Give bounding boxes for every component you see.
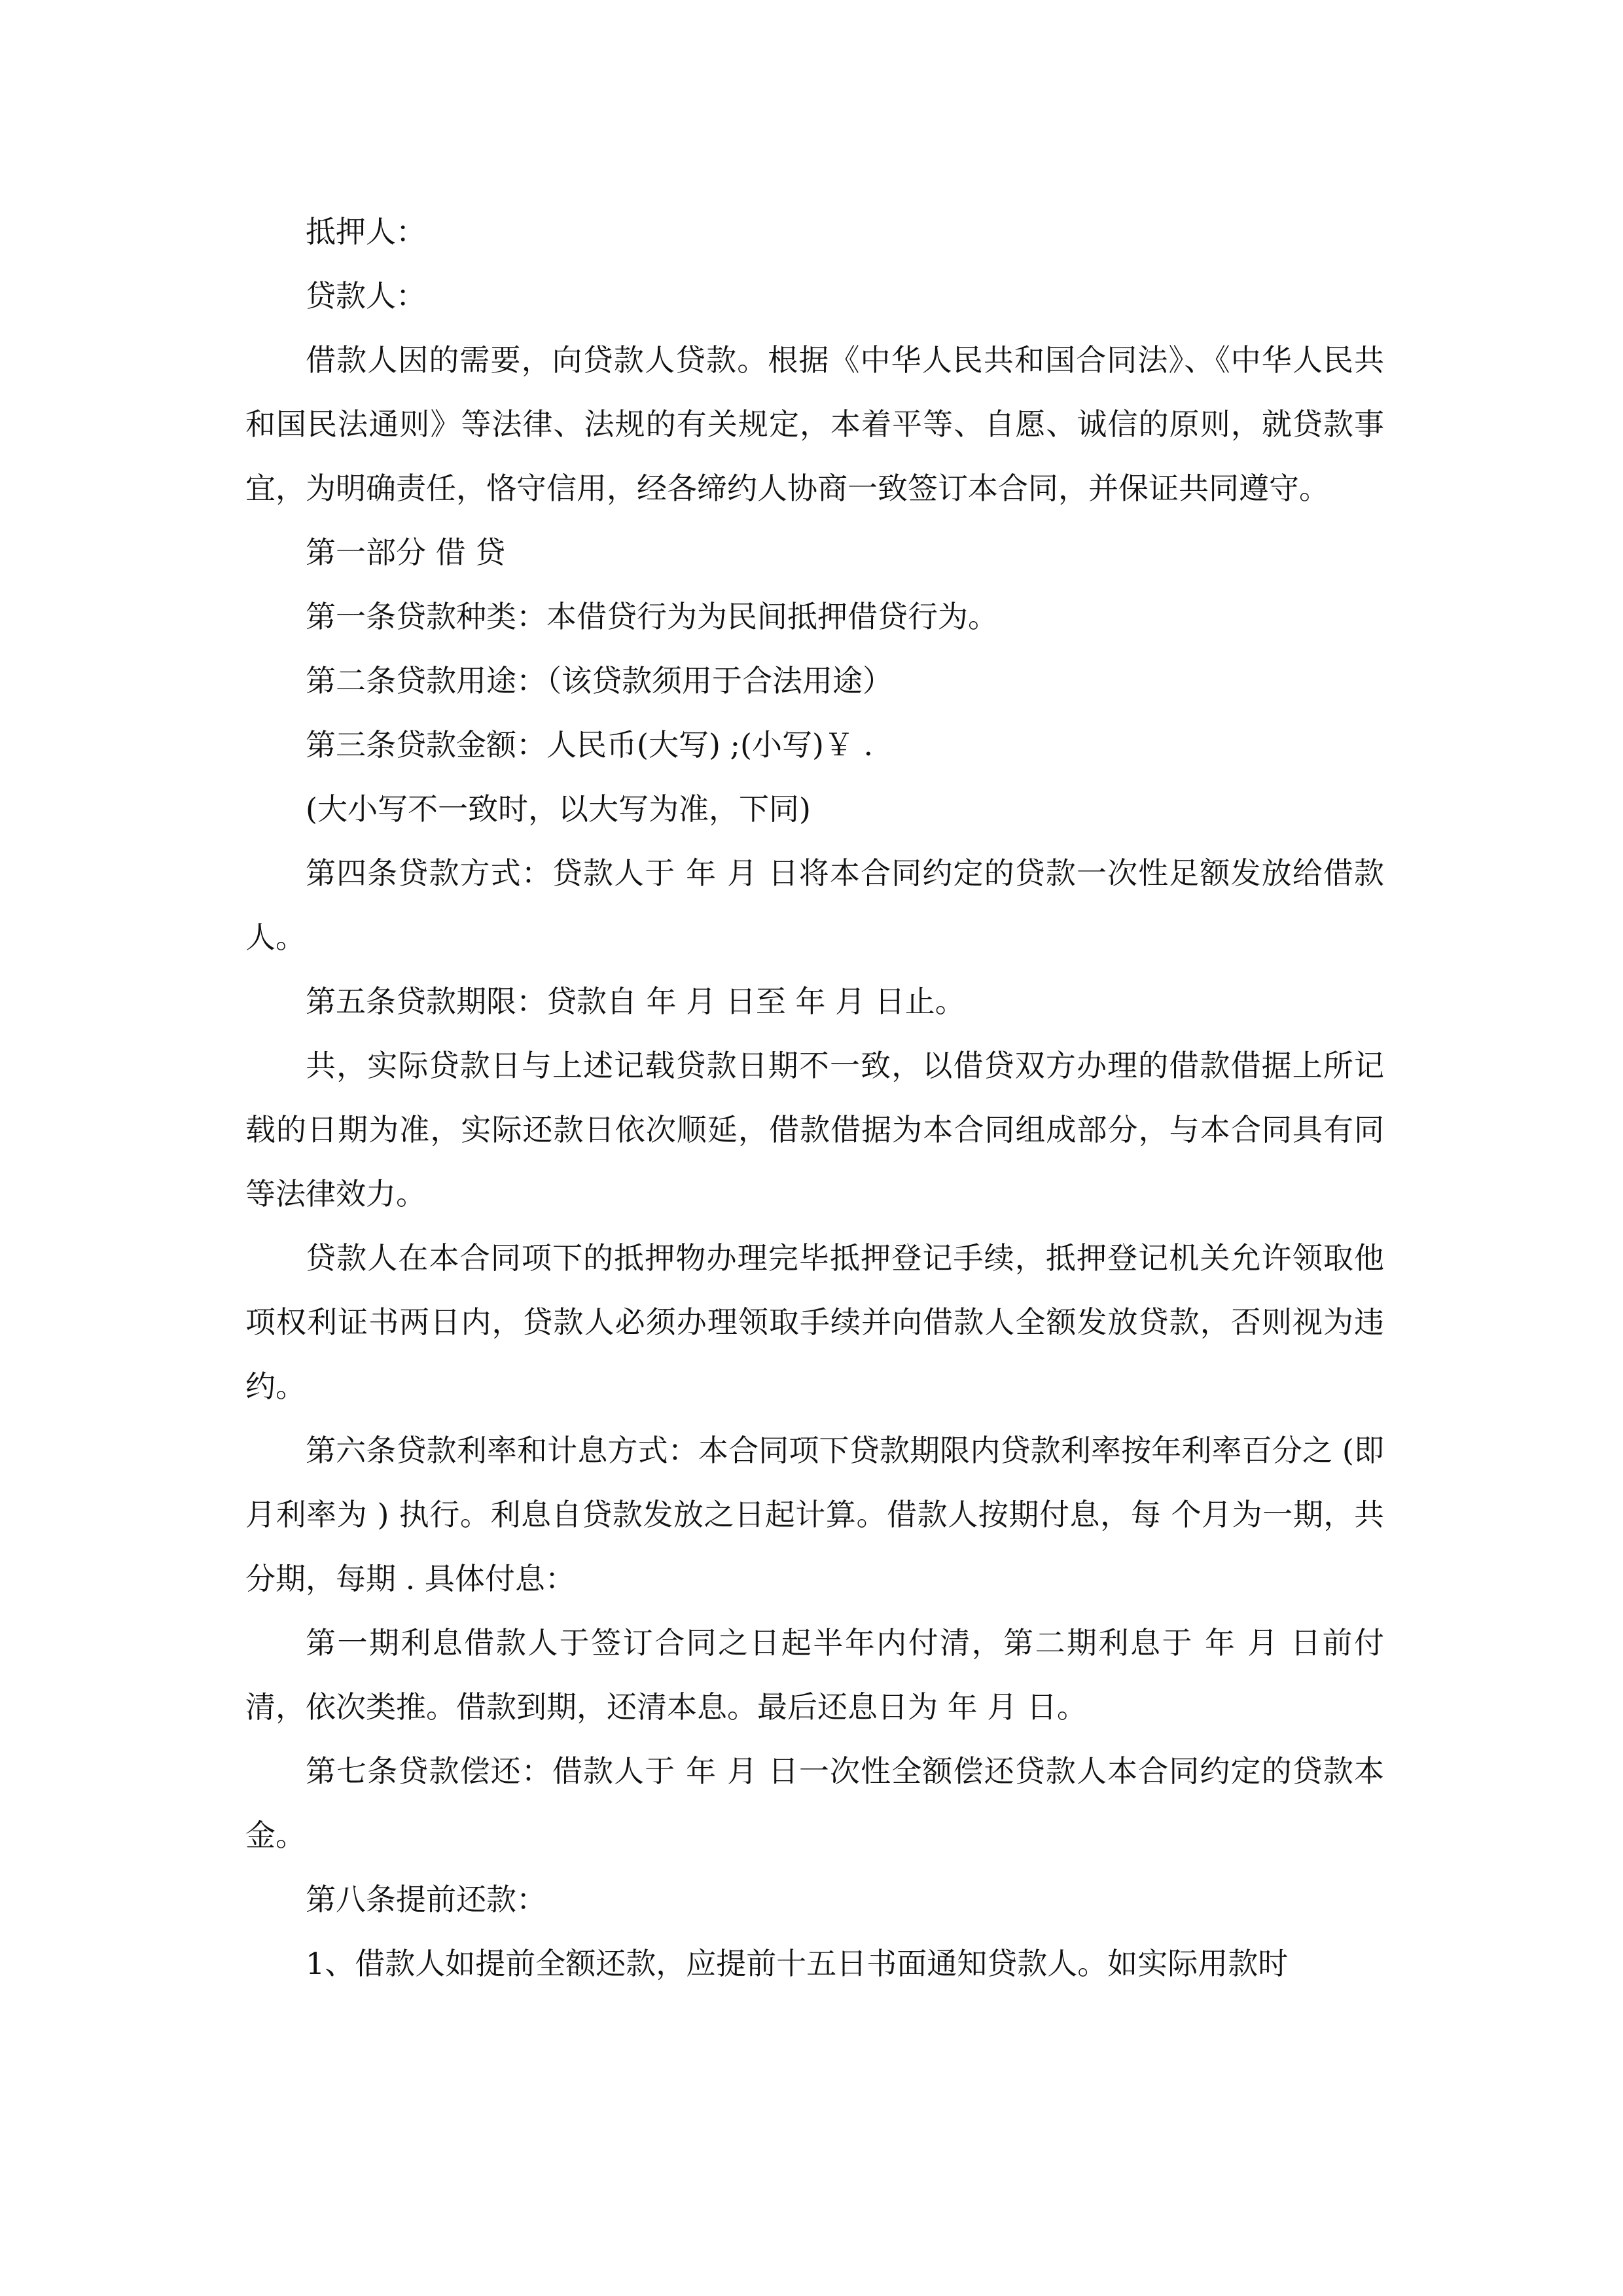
article-8-item-1: 1、借款人如提前全额还款，应提前十五日书面通知贷款人。如实际用款时	[306, 1946, 1289, 1981]
article-8: 第八条提前还款：	[306, 1882, 546, 1917]
paragraph-lender: 贷款人：	[306, 278, 426, 314]
article-4: 第四条贷款方式：贷款人于 年 月 日将本合同约定的贷款一次性足额发放给借款人。	[245, 855, 1384, 955]
article-5: 第五条贷款期限：贷款自 年 月 日至 年 月 日止。	[306, 984, 965, 1019]
section-heading: 第一部分 借 贷	[306, 535, 506, 570]
document-body	[245, 200, 1384, 1996]
mortgage-registration-paragraph: 贷款人在本合同项下的抵押物办理完毕抵押登记手续，抵押登记机关允许领取他项权利证书两日内，贷款人必须办理领取手续并向借款人全额发放贷款，否则视为违约。	[245, 1240, 1384, 1404]
article-5-note: 共，实际贷款日与上述记载贷款日期不一致，以借贷双方办理的借款借据上所记载的日期为准，实际还款日依次顺延，借款借据为本合同组成部分，与本合同具有同等法律效力。	[245, 1048, 1384, 1211]
article-7: 第七条贷款偿还：借款人于 年 月 日一次性全额偿还贷款人本合同约定的贷款本金。	[245, 1753, 1384, 1853]
article-3: 第三条贷款金额：人民币(大写) ;(小写)￥ .	[306, 727, 874, 762]
article-2: 第二条贷款用途：（该贷款须用于合法用途）	[306, 663, 893, 698]
article-3-note: (大小写不一致时，以大写为准，下同)	[306, 791, 811, 827]
article-1: 第一条贷款种类：本借贷行为为民间抵押借贷行为。	[306, 599, 998, 634]
article-6: 第六条贷款利率和计息方式：本合同项下贷款期限内贷款利率按年利率百分之 (即月利率为 ) 执行。利息自贷款发放之日起计算。借款人按期付息，每 个月为一期，共分期，每期 . 具体付息：	[245, 1433, 1384, 1596]
paragraph-mortgagor: 抵押人：	[306, 214, 426, 249]
interest-schedule-paragraph: 第一期利息借款人于签订合同之日起半年内付清，第二期利息于 年 月 日前付清，依次类推。借款到期，还清本息。最后还息日为 年 月 日。	[245, 1625, 1384, 1725]
paragraph-preamble: 借款人因的需要，向贷款人贷款。根据《中华人民共和国合同法》、《中华人民共和国民法通则》等法律、法规的有关规定，本着平等、自愿、诚信的原则，就贷款事宜，为明确责任，恪守信用，经各缔约人协商一致签订本合同，并保证共同遵守。	[245, 342, 1384, 506]
